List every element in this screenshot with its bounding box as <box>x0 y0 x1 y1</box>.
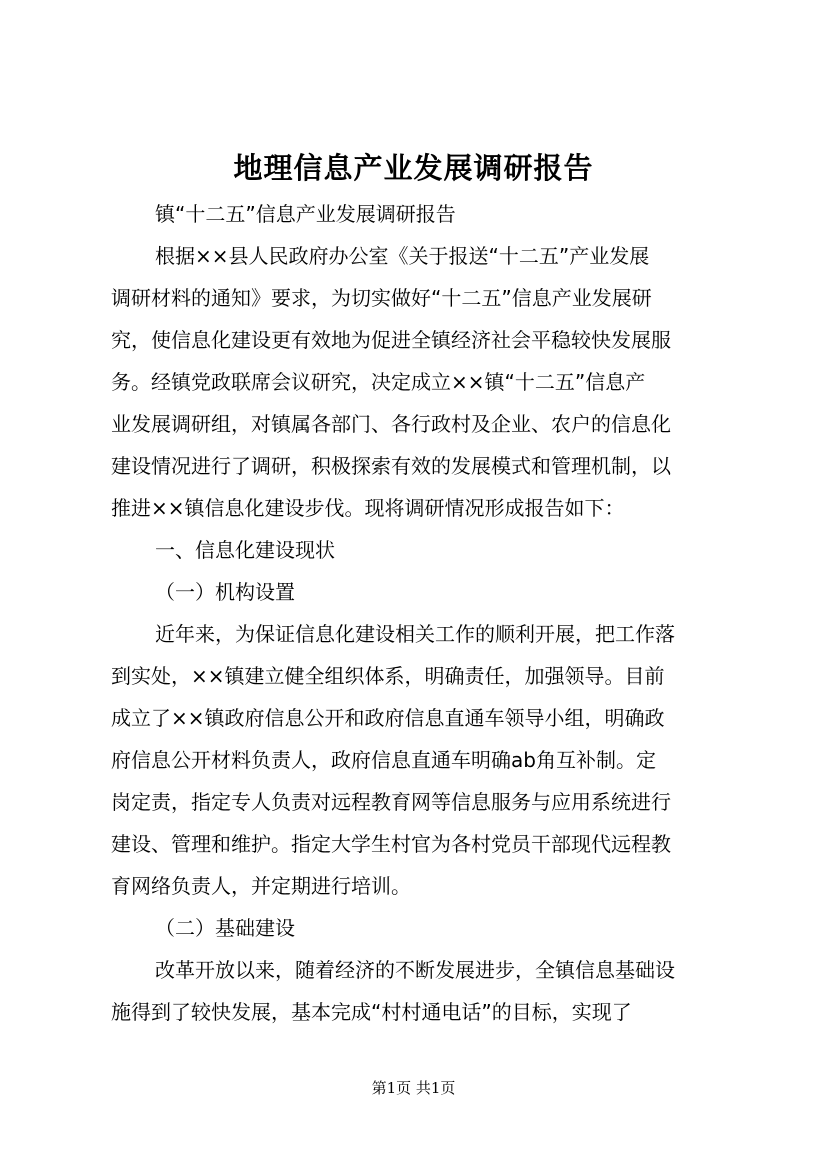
page-footer: 第1页 共1页 <box>371 1079 456 1097</box>
section-heading: 一、信息化建设现状 <box>155 538 335 562</box>
paragraph-line: 根据××县人民政府办公室《关于报送“十二五”产业发展 <box>155 244 650 268</box>
paragraph-line: 推进××镇信息化建设步伐。现将调研情况形成报告如下： <box>111 496 625 520</box>
paragraph-line: 建设、管理和维护。指定大学生村官为各村党员干部现代远程教 <box>111 832 671 856</box>
paragraph-line: 到实处，××镇建立健全组织体系，明确责任，加强领导。目前 <box>111 664 665 688</box>
paragraph-line: 改革开放以来，随着经济的不断发展进步，全镇信息基础设 <box>155 958 675 982</box>
paragraph-line: 近年来，为保证信息化建设相关工作的顺利开展，把工作落 <box>155 622 675 646</box>
paragraph-line: 成立了××镇政府信息公开和政府信息直通车领导小组，明确政 <box>111 706 665 730</box>
paragraph-line: 调研材料的通知》要求，为切实做好“十二五”信息产业发展研 <box>111 286 652 310</box>
paragraph-line: 育网络负责人，并定期进行培训。 <box>111 874 411 898</box>
paragraph-line: 务。经镇党政联席会议研究，决定成立××镇“十二五”信息产 <box>111 370 646 394</box>
paragraph-line: 施得到了较快发展，基本完成“村村通电话”的目标，实现了 <box>111 1000 632 1024</box>
paragraph-line: 业发展调研组，对镇属各部门、各行政村及企业、农户的信息化 <box>111 412 671 436</box>
subsection-heading: （二）基础建设 <box>155 916 295 940</box>
paragraph-line: 府信息公开材料负责人，政府信息直通车明确ab角互补制。定 <box>111 748 656 772</box>
subsection-heading: （一）机构设置 <box>155 580 295 604</box>
document-subtitle: 镇“十二五”信息产业发展调研报告 <box>155 202 456 226</box>
paragraph-line: 究，使信息化建设更有效地为促进全镇经济社会平稳较快发展服 <box>111 328 671 352</box>
document-title: 地理信息产业发展调研报告 <box>233 151 594 185</box>
paragraph-line: 建设情况进行了调研，积极探索有效的发展模式和管理机制，以 <box>111 454 671 478</box>
paragraph-line: 岗定责，指定专人负责对远程教育网等信息服务与应用系统进行 <box>111 790 671 814</box>
